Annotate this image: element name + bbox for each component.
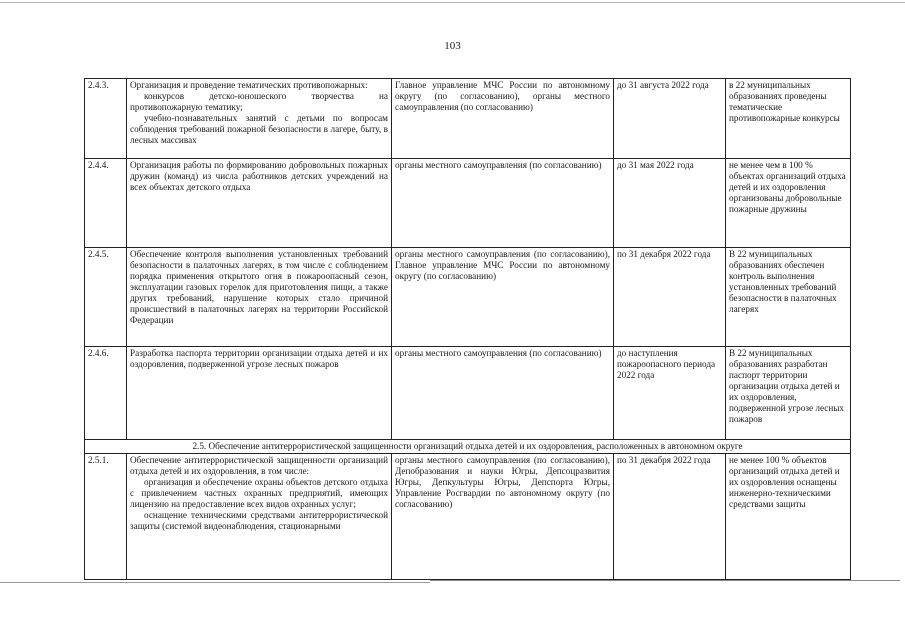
scan-edge-bottom [430,580,900,581]
executor-cell: органы местного самоуправления (по согласованию), Главное управление МЧС России по автономному округу (по согласованию) [392,248,614,347]
activity-cell [127,454,392,580]
deadline-cell: до наступления пожароопасного периода 2022 года [614,347,726,440]
activity-cell [127,347,392,440]
section-row [85,440,851,454]
deadline-cell: до 31 августа 2022 года [614,79,726,159]
activity-text: Разработка паспорта территории организации отдыха детей и их оздоровления, подверженной угрозе лесных пожаров [130,348,388,369]
activity-text: Организация работы по формированию добровольных пожарных дружин (команд) из числа работников детских учреждений на всех объектах детского отдыха [130,160,388,192]
activity-text: Обеспечение контроля выполнения установленных требований безопасности в палаточных лагерях, в том числе с соблюдением порядка применения открытого огня в пожароопасный сезон, эксплуатации газовых горелок для приготовления пищи, а также других требований, нарушение которых стало причиной происшествий в палаточных лагерях на территории Российской Федерации [130,249,388,325]
deadline-cell: по 31 декабря 2022 года [614,454,726,580]
row-number: 2.4.6. [85,347,127,440]
activity-text: конкурсов детско-юношеского творчества на противопожарную тематику; [130,91,388,112]
plan-table [84,78,851,580]
activity-text: учебно-познавательных занятий с детьми по вопросам соблюдения требований пожарной безопасности в лагере, быту, в лесных массивах [130,113,388,145]
activity-text: Обеспечение антитеррористической защищенности организаций отдыха детей и их оздоровления, в том числе: [130,455,388,476]
table-row [85,454,851,580]
executor-cell: органы местного самоуправления (по согласованию), Депобразования и науки Югры, Депсоцразвития Югры, Депкультуры Югры, Депспорта Югры, Управление Росгвардии по автономному округу (по согласованию) [392,454,614,580]
section-title: 2.5. Обеспечение антитеррористической защищенности организаций отдыха детей и их оздоровления, расположенных в автономном округе [85,440,851,454]
table-row [85,248,851,347]
deadline-cell: по 31 декабря 2022 года [614,248,726,347]
result-cell: не менее чем в 100 % объектах организаций отдыха детей и их оздоровления организованы добровольные пожарные дружины [726,159,851,248]
activity-cell [127,159,392,248]
page-number: 103 [444,40,461,52]
executor-cell: органы местного самоуправления (по согласованию) [392,347,614,440]
row-number: 2.4.4. [85,159,127,248]
row-number: 2.5.1. [85,454,127,580]
activity-text: оснащение техническими средствами антитеррористической защиты (системой видеонаблюдения, стационарными [130,510,388,531]
result-cell: В 22 муниципальных образованиях обеспечен контроль выполнения установленных требований безопасности в палаточных лагерях [726,248,851,347]
activity-text: Организация и проведение тематических противопожарных: [130,80,368,90]
scan-edge-top [0,2,905,3]
activity-cell [127,79,392,159]
table-row [85,79,851,159]
result-cell: не менее 100 % объектов организаций отдыха детей и их оздоровления оснащены инженерно-техническими средствами защиты [726,454,851,580]
scan-edge-bottom [0,582,430,583]
result-cell: в 22 муниципальных образованиях проведены тематические противопожарные конкурсы [726,79,851,159]
executor-cell: Главное управление МЧС России по автономному округу (по согласованию), органы местного самоуправления (по согласованию) [392,79,614,159]
deadline-cell: до 31 мая 2022 года [614,159,726,248]
result-cell: В 22 муниципальных образованиях разработан паспорт территории организации отдыха детей и их оздоровления, подверженной угрозе лесных пожаров [726,347,851,440]
row-number: 2.4.3. [85,79,127,159]
row-number: 2.4.5. [85,248,127,347]
activity-cell [127,248,392,347]
activity-text: организация и обеспечение охраны объектов детского отдыха с привлечением частных охранных предприятий, имеющих лицензию на предоставление всех видов охранных услуг; [130,477,388,509]
table-row [85,347,851,440]
executor-cell: органы местного самоуправления (по согласованию) [392,159,614,248]
table-row [85,159,851,248]
